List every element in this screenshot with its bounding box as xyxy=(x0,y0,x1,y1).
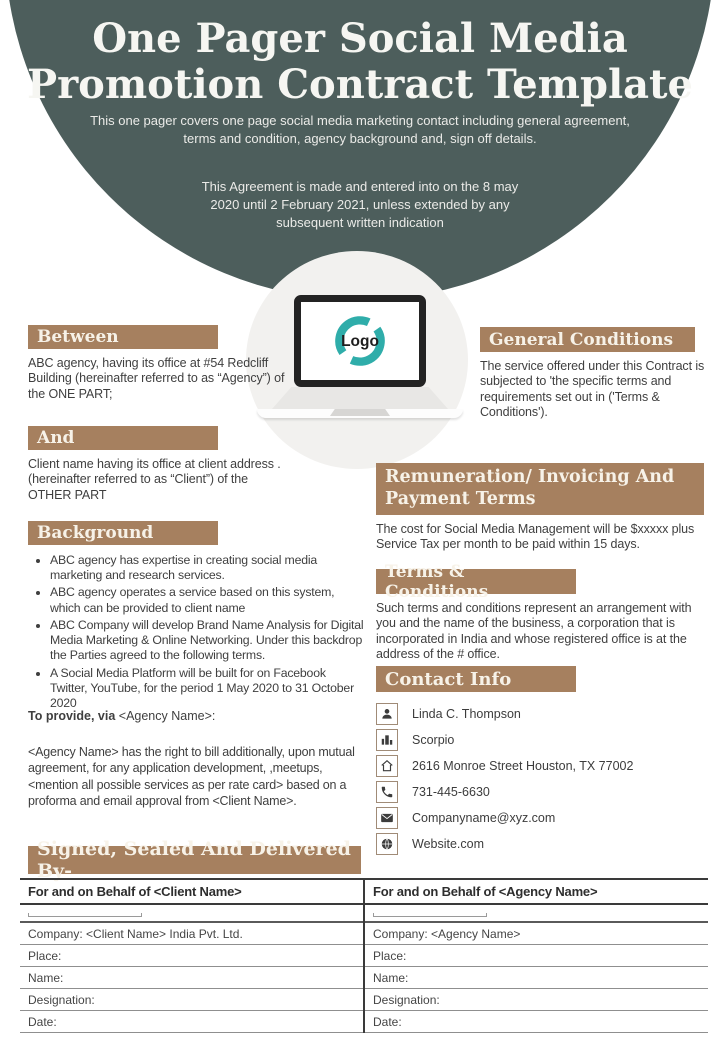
person-icon xyxy=(376,703,398,725)
company-logo xyxy=(329,310,391,372)
bullet-item: • ABC agency has expertise in creating social media marketing and research services. xyxy=(50,553,364,583)
agreement-intro-text: This Agreement is made and entered into on the 8 may 2020 until 2 February 2021, unless extended by any subsequent written indication xyxy=(201,179,519,231)
client-signature-row xyxy=(20,905,363,923)
logo-text: Logo xyxy=(341,333,379,351)
bullet-item: • ABC agency operates a service based on this system, which can be provided to client name xyxy=(50,585,364,615)
section-between xyxy=(28,325,286,402)
header-subtitle: This one pager covers one page social media marketing contact including general agreement, terms and condition, agency background and, sign off details. xyxy=(90,113,630,147)
section-background xyxy=(28,521,364,713)
signature-line xyxy=(373,913,487,917)
client-designation-row: Designation: xyxy=(20,989,363,1011)
page-title: One Pager Social Media Promotion Contract Template xyxy=(27,15,693,109)
agency-signature-row xyxy=(365,905,708,923)
to-provide-label: To provide, via xyxy=(28,709,116,723)
client-column-header: For and on Behalf of <Client Name> xyxy=(20,880,363,905)
client-place-row: Place: xyxy=(20,945,363,967)
contact-email: Companyname@xyz.com xyxy=(412,810,556,825)
and-body: Client name having its office at client address . (hereinafter referred to as “Client”) of the OTHER PART xyxy=(28,457,281,502)
contact-row-address xyxy=(376,755,710,776)
section-contact-info xyxy=(376,666,710,854)
general-conditions-body: The service offered under this Contract is subjected to 'the specific terms and requirements set out in ('Terms & Conditions'). xyxy=(480,359,705,419)
signature-line xyxy=(28,913,142,917)
contact-website: Website.com xyxy=(412,836,485,851)
contact-address: 2616 Monroe Street Houston, TX 77002 xyxy=(412,758,634,773)
contact-row-email xyxy=(376,807,710,828)
bullet-item: • ABC Company will develop Brand Name Analysis for Digital Media Marketing & Online Networking. Under this backdrop the Parties agreed to the following terms. xyxy=(50,618,364,664)
section-and xyxy=(28,426,286,503)
contact-list xyxy=(376,703,710,854)
contact-row-name xyxy=(376,703,710,724)
email-icon xyxy=(376,807,398,829)
contact-row-website xyxy=(376,833,710,854)
laptop-notch xyxy=(330,409,390,416)
terms-body: Such terms and conditions represent an arrangement with you and the name of the business, a corporation that is incorporated in India and whose registered office is at the address of the # office. xyxy=(376,601,692,661)
signature-table xyxy=(20,878,708,1033)
contact-phone: 731-445-6630 xyxy=(412,784,490,799)
terms-heading: Terms & Conditions xyxy=(376,569,576,594)
bullet-item: • A Social Media Platform will be built for on Facebook Twitter, YouTube, for the period 1 May 2020 to 31 October 2020 xyxy=(50,666,364,712)
contact-company: Scorpio xyxy=(412,732,455,747)
phone-icon xyxy=(376,781,398,803)
section-signed xyxy=(28,838,361,882)
section-terms-conditions xyxy=(376,561,710,662)
contact-row-company xyxy=(376,729,710,750)
building-icon xyxy=(376,729,398,751)
general-conditions-heading: General Conditions xyxy=(480,327,695,352)
signature-column-client xyxy=(20,880,365,1033)
agency-date-row: Date: xyxy=(365,1011,708,1033)
section-remuneration xyxy=(376,463,706,552)
agency-rights-paragraph: <Agency Name> has the right to bill additionally, upon mutual agreement, for any application development, ,meetups, <mention all possible services as per rate card> based on a proforma and email approval from <Client Name>. xyxy=(28,745,355,808)
contact-info-heading: Contact Info xyxy=(376,666,576,692)
section-general-conditions xyxy=(480,327,708,420)
to-provide-value: <Agency Name>: xyxy=(115,709,216,723)
home-icon xyxy=(376,755,398,777)
contact-row-phone xyxy=(376,781,710,802)
client-date-row: Date: xyxy=(20,1011,363,1033)
between-heading: Between xyxy=(28,325,218,349)
client-company-row: Company: <Client Name> India Pvt. Ltd. xyxy=(20,923,363,945)
laptop-base xyxy=(272,387,448,409)
and-heading: And xyxy=(28,426,218,450)
contact-name: Linda C. Thompson xyxy=(412,706,521,721)
to-provide-line xyxy=(28,709,364,723)
agency-place-row: Place: xyxy=(365,945,708,967)
background-bullet-list xyxy=(28,553,364,711)
globe-icon xyxy=(376,833,398,855)
agency-name-row: Name: xyxy=(365,967,708,989)
background-heading: Background xyxy=(28,521,218,545)
agency-column-header: For and on Behalf of <Agency Name> xyxy=(365,880,708,905)
signature-column-agency xyxy=(365,880,708,1033)
client-name-row: Name: xyxy=(20,967,363,989)
signed-heading: Signed, Sealed And Delivered By- xyxy=(28,846,361,874)
agency-designation-row: Designation: xyxy=(365,989,708,1011)
remuneration-body: The cost for Social Media Management will be $xxxxx plus Service Tax per month to be paid within 15 days. xyxy=(376,521,695,551)
remuneration-heading: Remuneration/ Invoicing And Payment Terms xyxy=(376,463,704,515)
laptop-illustration xyxy=(294,295,426,387)
between-body: ABC agency, having its office at #54 Redcliff Building (hereinafter referred to as “Agency”) of the ONE PART; xyxy=(28,356,285,401)
agency-company-row: Company: <Agency Name> xyxy=(365,923,708,945)
